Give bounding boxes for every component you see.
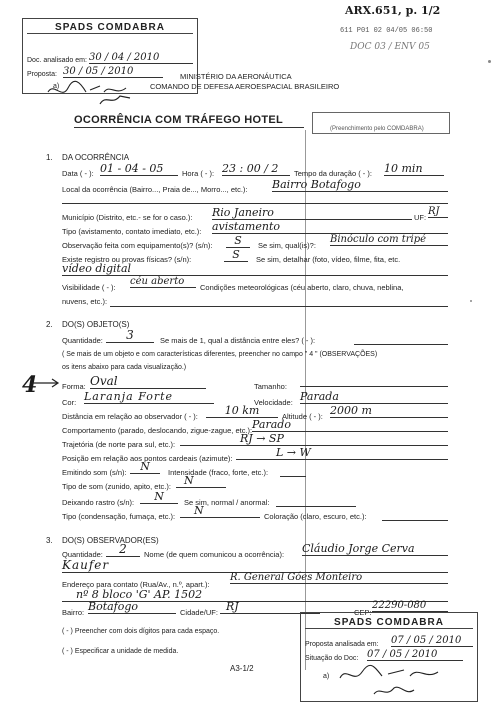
- trajetoria-value: RJ → SP: [180, 432, 448, 446]
- som-label: Emitindo som (s/n):: [62, 468, 127, 477]
- visibilidade-cond-label: Condições meteorológicas (céu aberto, claro, chuva, neblina,: [200, 283, 404, 292]
- quantidade-dist-value: [354, 344, 448, 345]
- doc-analisado-value: 30 / 04 / 2010: [89, 52, 193, 64]
- bairro-value: Botafogo: [88, 600, 176, 614]
- quantidade-obj-value: 3: [106, 328, 154, 343]
- distancia-label: Distância em relação ao observador ( - ):: [62, 412, 198, 421]
- endereco-value: R. General Góes Monteiro: [230, 572, 448, 584]
- section-2-note-2: os itens abaixo para cada visualização.): [62, 364, 187, 371]
- registro-value: S: [224, 248, 248, 262]
- coloracao-value: [382, 520, 448, 521]
- scan-speck: [488, 60, 491, 63]
- tamanho-value: [300, 374, 448, 387]
- top-stamp-sig-label: a): [53, 83, 60, 90]
- ministry-line-1: MINISTÉRIO DA AERONÁUTICA: [180, 72, 292, 81]
- forma-label: Forma:: [62, 382, 86, 391]
- hora-label: Hora ( - ):: [182, 169, 215, 178]
- observacao-label: Observação feita com equipamento(s)? (s/n):: [62, 241, 213, 250]
- tamanho-label: Tamanho:: [254, 382, 287, 391]
- scan-speck: [470, 300, 472, 302]
- posicao-label: Posição em relação aos pontos cardeais (azimute):: [62, 454, 233, 463]
- margin-arrow: [30, 378, 62, 388]
- proposta-analisada-label: Proposta analisada em:: [305, 641, 379, 648]
- quantidade-dist-label: Se mais de 1, qual a distância entre eles? ( - ):: [160, 336, 316, 345]
- observacao-qual-label: Se sim, qual(is)?:: [258, 241, 316, 250]
- data-label: Data ( - ):: [62, 169, 94, 178]
- quantidade-obs-label: Quantidade:: [62, 550, 103, 559]
- page-code: A3-1/2: [230, 664, 254, 673]
- local-label: Local da ocorrência (Bairro..., Praia de..., Morro..., etc.):: [62, 185, 248, 194]
- proposta-value: 30 / 05 / 2010: [63, 66, 163, 78]
- municipio-label: Município (Distrito, etc.- se for o caso.):: [62, 213, 193, 222]
- rastro-normal-label: Se sim, normal / anormal:: [184, 498, 270, 507]
- visibilidade-value: céu aberto: [130, 276, 196, 288]
- velocidade-value: Parada: [300, 390, 448, 404]
- rastro-label: Deixando rastro (s/n):: [62, 498, 135, 507]
- endereco-label: Endereço para contato (Rua/Av., n.º, apart.):: [62, 580, 210, 589]
- velocidade-label: Velocidade:: [254, 398, 293, 407]
- municipio-value: Rio Janeiro: [212, 206, 412, 220]
- margin-mark: 4: [22, 372, 38, 398]
- section-3-number: 3.: [46, 536, 53, 545]
- section-2-number: 2.: [46, 320, 53, 329]
- cidade-value: RJ: [220, 600, 320, 614]
- visibilidade-label: Visibilidade ( - ):: [62, 283, 116, 292]
- doc-analisado-label: Doc. analisado em:: [27, 57, 87, 64]
- registro-detail-value: vídeo digital: [62, 262, 448, 276]
- rastro-normal-value: [276, 506, 356, 507]
- comdabra-box-note: (Preenchimento pelo COMDABRA): [330, 126, 424, 132]
- bairro-label: Bairro:: [62, 608, 85, 617]
- quantidade-obj-label: Quantidade:: [62, 336, 103, 345]
- proposta-label: Proposta:: [27, 71, 57, 78]
- coloracao-label: Coloração (claro, escuro, etc.):: [264, 512, 367, 521]
- posicao-value: L → W: [236, 446, 448, 460]
- duracao-label: Tempo da duração ( - ):: [294, 169, 372, 178]
- rastro-value: N: [140, 490, 178, 504]
- document-reference: DOC 03 / ENV 05: [350, 42, 430, 52]
- tipo-value: avistamento: [212, 220, 448, 234]
- condensacao-label: Tipo (condensação, fumaça, etc.):: [62, 512, 176, 521]
- comportamento-value: Parado: [252, 418, 448, 432]
- section-3-title: DO(S) OBSERVADOR(ES): [62, 536, 159, 545]
- nome-value: Cláudio Jorge Cerva: [302, 542, 448, 556]
- fax-header: 611 P01 02 04/05 06:50: [340, 27, 433, 35]
- data-value: 01 - 04 - 05: [100, 162, 178, 176]
- situacao-doc-label: Situação do Doc:: [305, 655, 359, 662]
- tipo-som-value: N: [176, 474, 226, 488]
- trajetoria-label: Trajetória (de norte para sul, etc.):: [62, 440, 176, 449]
- quantidade-obs-value: 2: [106, 542, 140, 557]
- section-2-title: DO(S) OBJETO(S): [62, 320, 130, 329]
- form-title: OCORRÊNCIA COM TRÁFEGO HOTEL: [74, 114, 284, 126]
- proposta-analisada-value: 07 / 05 / 2010: [391, 635, 473, 647]
- cep-label: CEP:: [354, 608, 372, 617]
- bottom-signature: [334, 660, 464, 702]
- intensidade-label: Intensidade (fraco, forte, etc.):: [168, 468, 269, 477]
- top-stamp-title: SPADS COMDABRA: [27, 22, 193, 34]
- condensacao-value: N: [180, 504, 260, 518]
- local-value: Bairro Botafogo: [272, 178, 448, 192]
- hora-value: 23 : 00 / 2: [222, 162, 290, 176]
- observacao-qual-value: Binóculo com tripé: [330, 234, 448, 246]
- nome-value-2: Kaufer: [62, 558, 448, 573]
- altitude-value: 2000 m: [330, 404, 448, 418]
- duracao-value: 10 min: [384, 162, 444, 176]
- title-underline: [74, 127, 304, 128]
- uf-label: UF:: [414, 213, 427, 222]
- intensidade-value: [280, 476, 306, 477]
- nome-label: Nome (de quem comunicou a ocorrência):: [144, 550, 285, 559]
- visibilidade-cond-line2: nuvens, etc.):: [62, 297, 108, 306]
- tipo-label: Tipo (avistamento, contato imediato, etc.):: [62, 227, 202, 236]
- som-value: N: [130, 460, 160, 474]
- footnote-2: ( - ) Especificar a unidade de medida.: [62, 648, 179, 655]
- cor-value: Laranja Forte: [84, 390, 214, 404]
- section-1-title: DA OCORRÊNCIA: [62, 153, 130, 162]
- cidade-label: Cidade/UF:: [180, 608, 218, 617]
- registro-label: Existe registro ou provas físicas? (s/n):: [62, 255, 192, 264]
- section-1-number: 1.: [46, 153, 53, 162]
- section-2-note-1: ( Se mais de um objeto e com características diferentes, preencher no campo " 4 " (OBSERVAÇÕES): [62, 351, 378, 358]
- ministry-line-2: COMANDO DE DEFESA AEROESPACIAL BRASILEIRO: [150, 82, 340, 91]
- uf-value: RJ: [428, 206, 448, 218]
- forma-value: Oval: [90, 374, 206, 389]
- tipo-som-label: Tipo de som (zunido, apito, etc.):: [62, 482, 171, 491]
- cor-label: Cor:: [62, 398, 77, 407]
- altitude-label: Altitude ( - ):: [282, 412, 323, 421]
- footnote-1: ( - ) Preencher com dois dígitos para cada espaço.: [62, 628, 220, 635]
- endereco-value-2: nº 8 bloco 'G' AP. 1502: [62, 588, 448, 602]
- distancia-value: 10 km: [206, 404, 278, 418]
- archive-reference: ARX.651, p. 1/2: [345, 4, 441, 17]
- local-line-2: [62, 203, 448, 204]
- observacao-value: S: [226, 234, 250, 248]
- situacao-doc-value: 07 / 05 / 2010: [367, 649, 463, 661]
- registro-detail-label: Se sim, detalhar (foto, vídeo, filme, fita, etc.: [256, 255, 401, 264]
- bottom-stamp-title: SPADS COMDABRA: [305, 617, 473, 629]
- visibilidade-cond-underline: [110, 306, 448, 307]
- comportamento-label: Comportamento (parado, deslocando, zigue-zague, etc.):: [62, 426, 253, 435]
- cep-value: 22290-080: [372, 600, 448, 612]
- bottom-stamp-sig-label: a): [323, 673, 330, 680]
